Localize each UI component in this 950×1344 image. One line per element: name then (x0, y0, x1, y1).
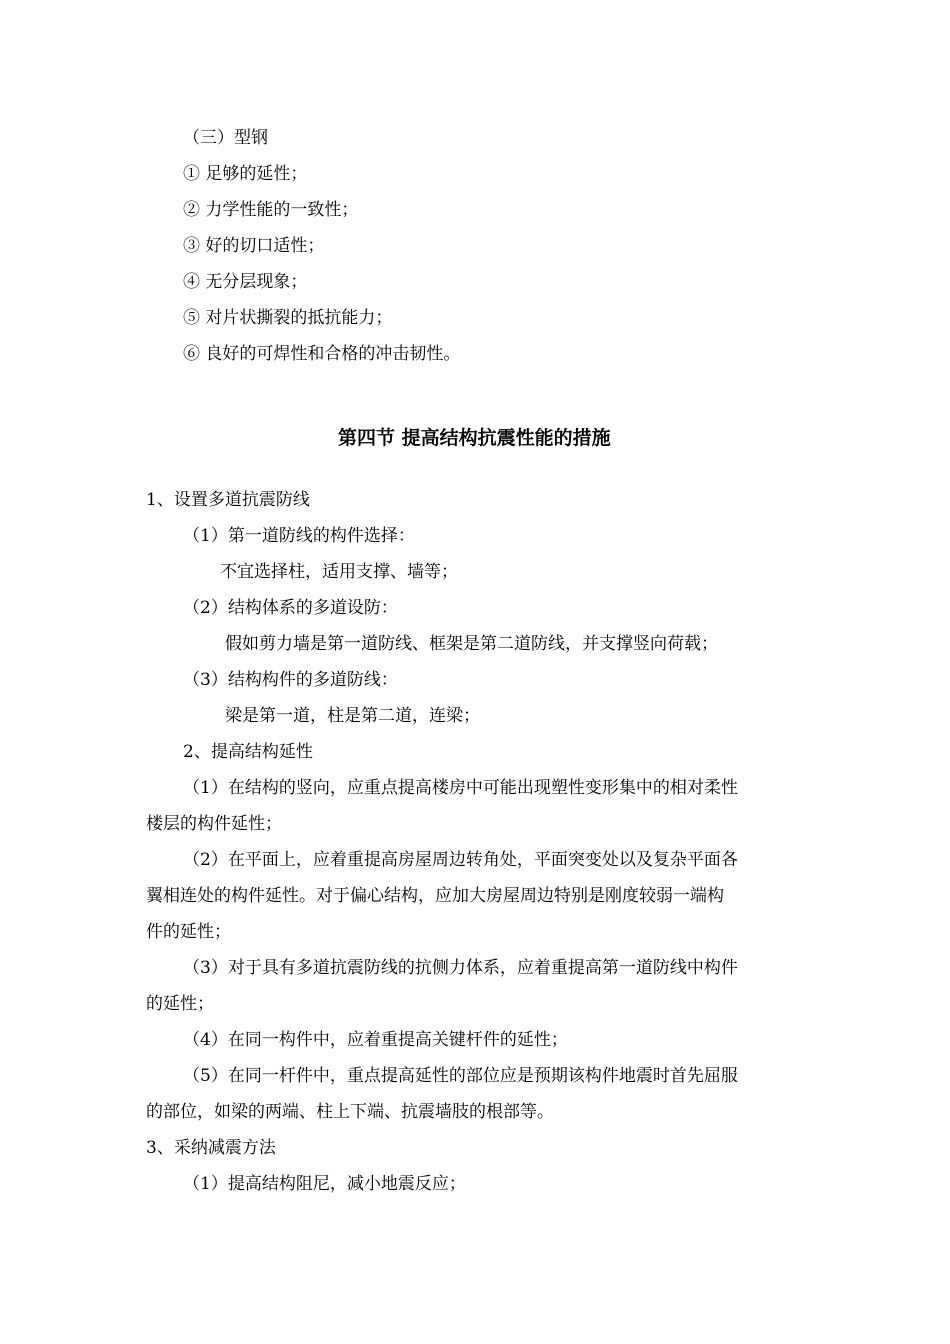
list-item: ③ 好的切口适性； (183, 236, 325, 256)
paragraph-line: （4）在同一构件中，应着重提高关键杆件的延性； (183, 1030, 568, 1050)
paragraph-line: 假如剪力墙是第一道防线、框架是第二道防线，并支撑竖向荷载； (225, 634, 718, 654)
paragraph-line: （2）在平面上，应着重提高房屋周边转角处，平面突变处以及复杂平面各 (183, 850, 738, 870)
paragraph-title: 1、设置多道抗震防线 (146, 490, 310, 510)
section-heading: 第四节 提高结构抗震性能的措施 (338, 427, 611, 449)
paragraph-line: 的延性； (146, 994, 214, 1014)
list-item: ② 力学性能的一致性； (183, 200, 359, 220)
list-item: ④ 无分层现象； (183, 272, 308, 292)
paragraph-line: （3）结构构件的多道防线： (183, 670, 398, 690)
paragraph-line: （5）在同一杆件中，重点提高延性的部位应是预期该构件地震时首先屈服 (183, 1066, 738, 1086)
list-item: ⑥ 良好的可焊性和合格的冲击韧性。 (183, 344, 461, 364)
paragraph-line: （3）对于具有多道抗震防线的抗侧力体系，应着重提高第一道防线中构件 (183, 958, 738, 978)
paragraph-line: （1）提高结构阻尼，减小地震反应； (183, 1174, 466, 1194)
paragraph-title: 2、提高结构延性 (183, 742, 313, 762)
paragraph-line: 件的延性； (146, 922, 231, 942)
paragraph-line: 翼相连处的构件延性。对于偏心结构，应加大房屋周边特别是刚度较弱一端构 (146, 886, 724, 906)
paragraph-line: 的部位，如梁的两端、柱上下端、抗震墙肢的根部等。 (146, 1102, 554, 1122)
paragraph-line: 楼层的构件延性； (146, 814, 282, 834)
paragraph-line: （1）第一道防线的构件选择： (183, 526, 415, 546)
list-item: ⑤ 对片状撕裂的抵抗能力； (183, 308, 393, 328)
list-item: ① 足够的延性； (183, 164, 308, 184)
paragraph-line: 梁是第一道，柱是第二道，连梁； (225, 706, 480, 726)
paragraph-title: 3、采纳减震方法 (146, 1138, 276, 1158)
paragraph-line: （2）结构体系的多道设防： (183, 598, 398, 618)
section-title-steel: （三）型钢 (183, 128, 268, 148)
paragraph-line: 不宜选择柱，适用支撑、墙等； (220, 562, 458, 582)
paragraph-line: （1）在结构的竖向，应重点提高楼房中可能出现塑性变形集中的相对柔性 (183, 778, 738, 798)
